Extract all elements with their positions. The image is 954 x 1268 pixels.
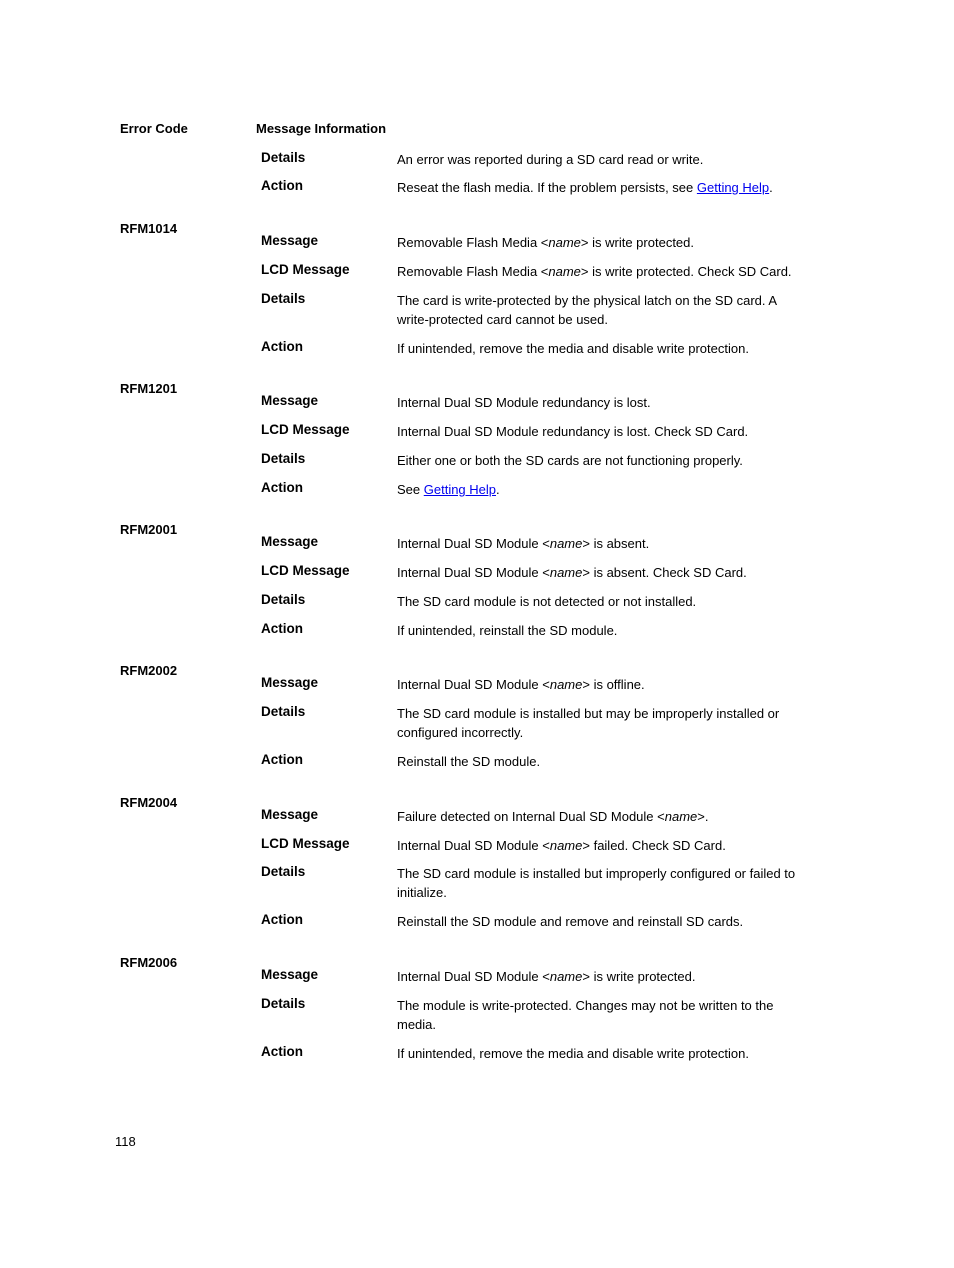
action-label: Action bbox=[261, 1044, 303, 1059]
details-label: Details bbox=[261, 592, 306, 607]
details-label: Details bbox=[261, 704, 306, 719]
error-code: RFM1201 bbox=[120, 381, 178, 396]
details-text: The card is write-protected by the physical latch on the SD card. A write-protected card cannot be used. bbox=[397, 293, 777, 327]
lcd-message-text: Internal Dual SD Module <name> failed. Check SD Card. bbox=[397, 838, 726, 853]
lcd-message-label: LCD Message bbox=[261, 563, 350, 578]
details-text: The SD card module is installed but may be improperly installed or configured incorrectly. bbox=[397, 706, 780, 740]
error-code: RFM2001 bbox=[120, 522, 178, 537]
message-text: Internal Dual SD Module <name> is write protected. bbox=[397, 969, 696, 984]
column-header-message-information: Message Information bbox=[256, 121, 387, 136]
action-text: Reseat the flash media. If the problem persists, see Getting Help. bbox=[397, 180, 773, 195]
lcd-message-label: LCD Message bbox=[261, 836, 350, 851]
message-label: Message bbox=[261, 393, 319, 408]
message-label: Message bbox=[261, 807, 319, 822]
action-text: Reinstall the SD module. bbox=[397, 754, 541, 769]
page-number: 118 bbox=[115, 1134, 136, 1149]
lcd-message-text: Internal Dual SD Module redundancy is lost. Check SD Card. bbox=[397, 424, 749, 439]
message-label: Message bbox=[261, 233, 319, 248]
action-text: Reinstall the SD module and remove and reinstall SD cards. bbox=[397, 914, 744, 929]
action-label: Action bbox=[261, 480, 303, 495]
details-text: Either one or both the SD cards are not functioning properly. bbox=[397, 453, 743, 468]
action-label: Action bbox=[261, 752, 303, 767]
message-label: Message bbox=[261, 534, 319, 549]
details-text: An error was reported during a SD card read or write. bbox=[397, 152, 704, 167]
message-label: Message bbox=[261, 675, 319, 690]
error-code: RFM2002 bbox=[120, 663, 178, 678]
message-text: Internal Dual SD Module redundancy is lost. bbox=[397, 395, 651, 410]
details-text: The SD card module is not detected or not installed. bbox=[397, 594, 697, 609]
message-text: Internal Dual SD Module <name> is absent. bbox=[397, 536, 650, 551]
details-label: Details bbox=[261, 451, 306, 466]
getting-help-link[interactable]: Getting Help bbox=[423, 482, 497, 497]
details-label: Details bbox=[261, 996, 306, 1011]
action-text: If unintended, reinstall the SD module. bbox=[397, 623, 618, 638]
action-text: If unintended, remove the media and disable write protection. bbox=[397, 1046, 749, 1061]
details-text: The SD card module is installed but improperly configured or failed to initialize. bbox=[397, 866, 796, 900]
action-text: If unintended, remove the media and disable write protection. bbox=[397, 341, 749, 356]
lcd-message-label: LCD Message bbox=[261, 262, 350, 277]
message-text: Failure detected on Internal Dual SD Module <name>. bbox=[397, 809, 709, 824]
action-label: Action bbox=[261, 339, 303, 354]
details-label: Details bbox=[261, 291, 306, 306]
action-label: Action bbox=[261, 621, 303, 636]
action-label: Action bbox=[261, 912, 303, 927]
lcd-message-text: Internal Dual SD Module <name> is absent. Check SD Card. bbox=[397, 565, 747, 580]
lcd-message-label: LCD Message bbox=[261, 422, 350, 437]
details-text: The module is write-protected. Changes may not be written to the media. bbox=[397, 998, 774, 1032]
details-label: Details bbox=[261, 150, 306, 165]
message-label: Message bbox=[261, 967, 319, 982]
message-text: Removable Flash Media <name> is write protected. bbox=[397, 235, 694, 250]
message-text: Internal Dual SD Module <name> is offline. bbox=[397, 677, 645, 692]
lcd-message-text: Removable Flash Media <name> is write protected. Check SD Card. bbox=[397, 264, 792, 279]
error-code: RFM2004 bbox=[120, 795, 178, 810]
action-label: Action bbox=[261, 178, 303, 193]
getting-help-link[interactable]: Getting Help bbox=[696, 180, 770, 195]
details-label: Details bbox=[261, 864, 306, 879]
error-code: RFM2006 bbox=[120, 955, 178, 970]
action-text: See Getting Help. bbox=[397, 482, 500, 497]
column-header-error-code: Error Code bbox=[120, 121, 188, 136]
error-code: RFM1014 bbox=[120, 221, 178, 236]
